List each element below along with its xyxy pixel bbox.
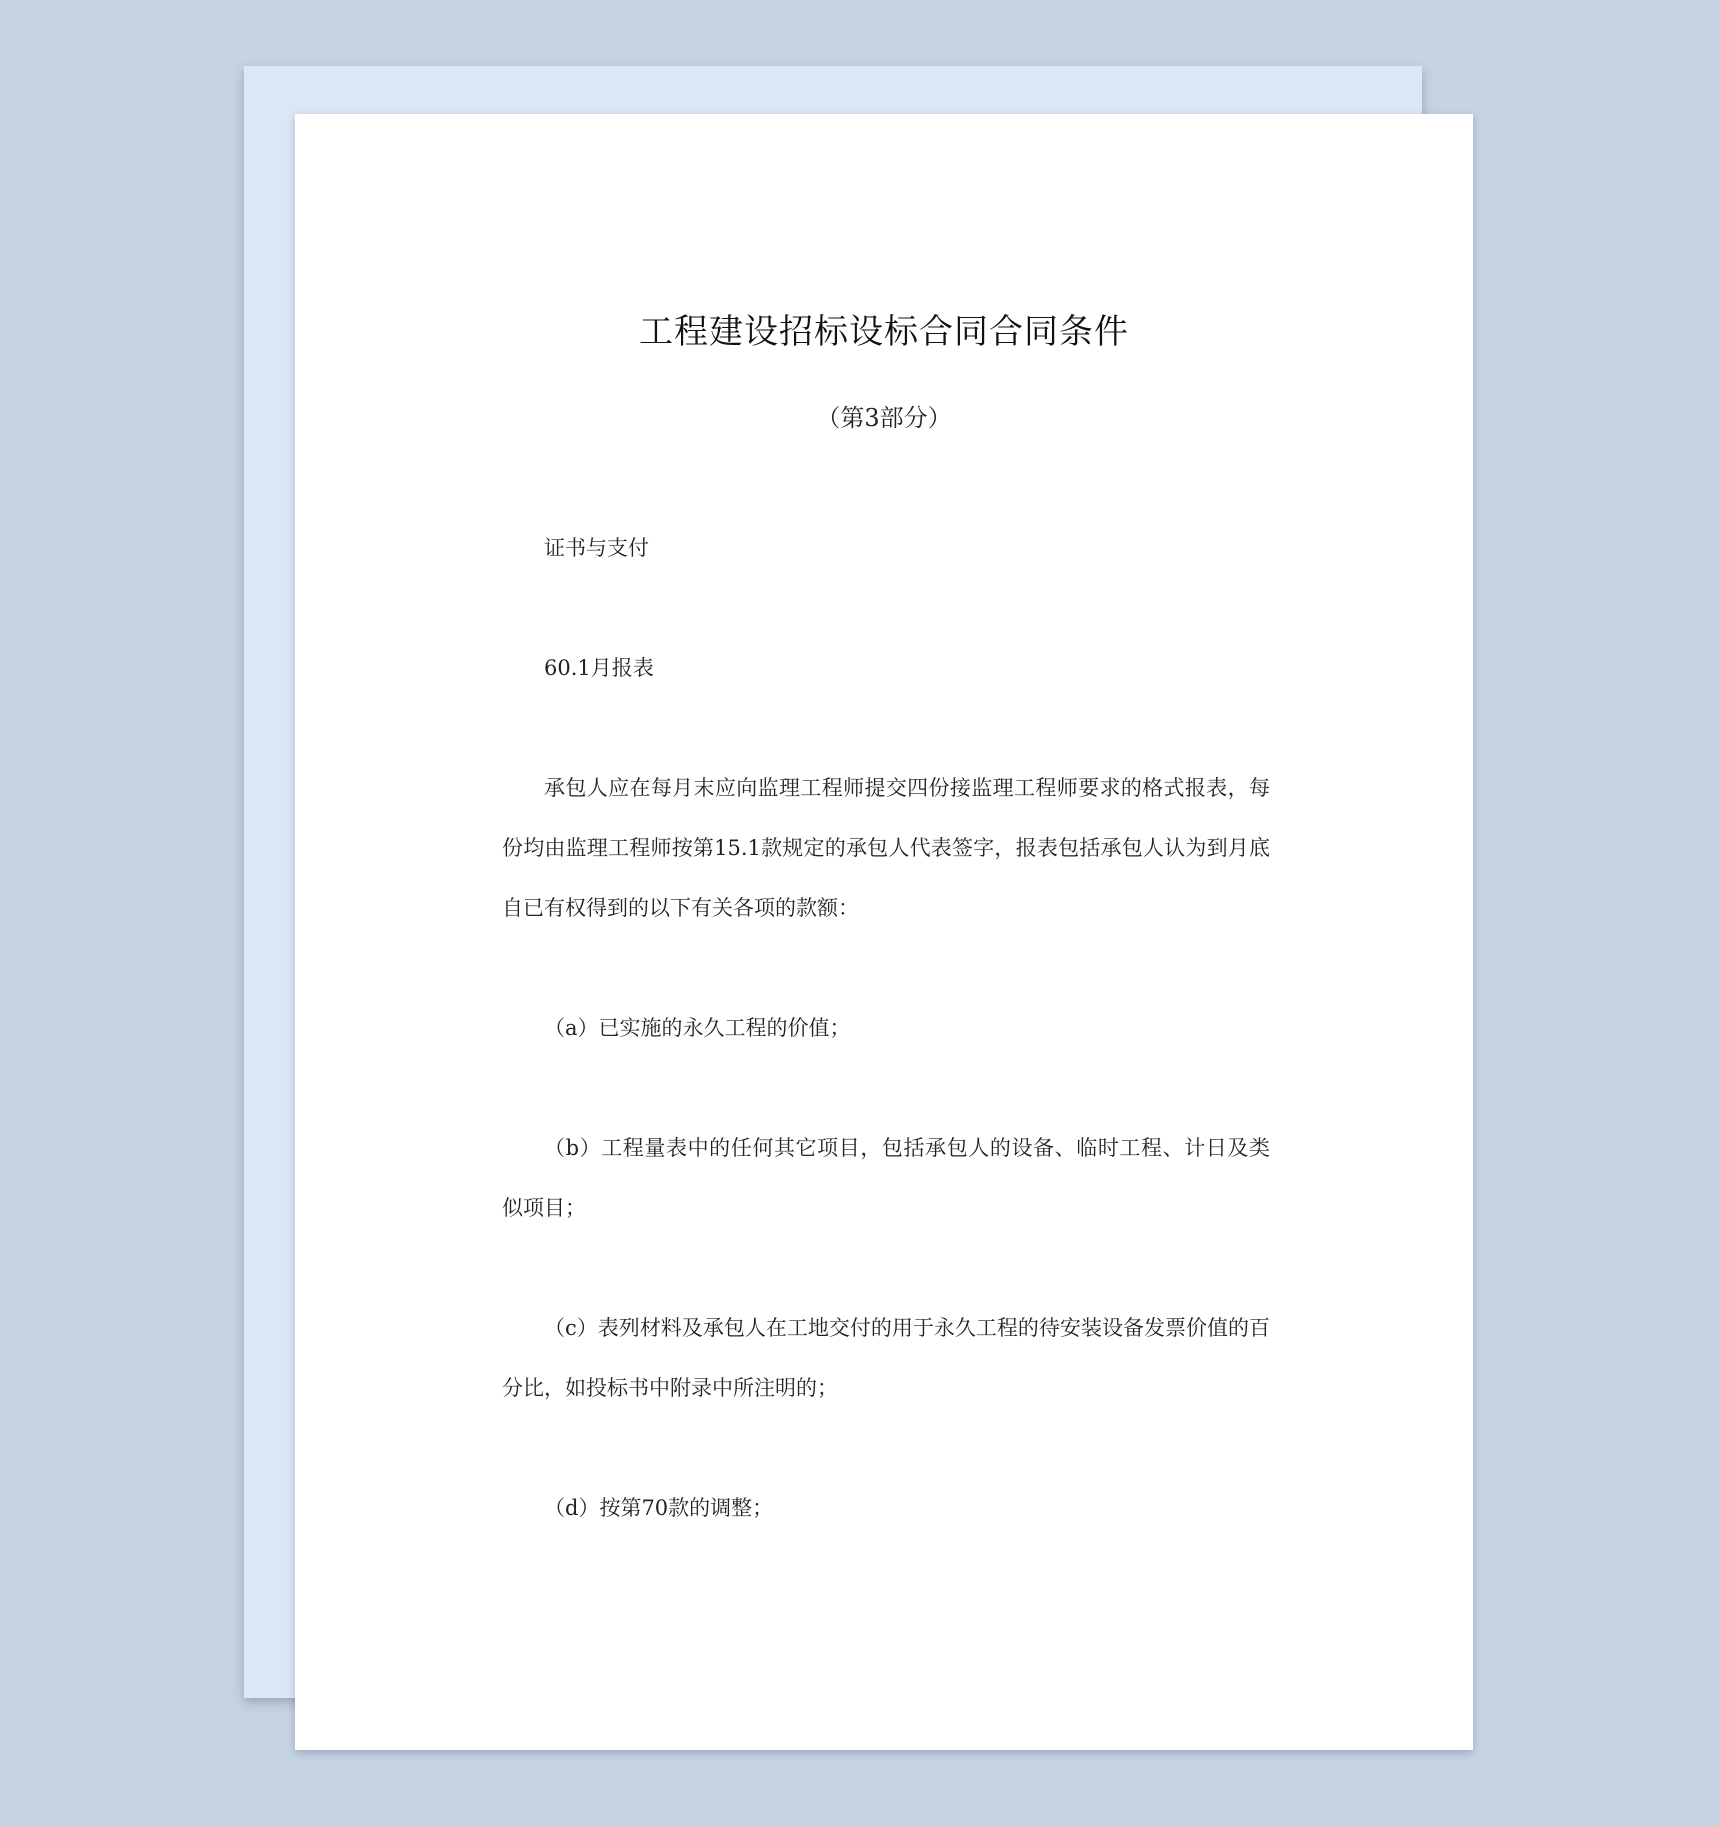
document-subtitle: （第3部分） xyxy=(816,404,952,432)
list-item-c: （c）表列材料及承包人在工地交付的用于永久工程的待安装设备发票价值的百分比，如投标书中附录中所注明的； xyxy=(502,1316,1270,1400)
document-page xyxy=(295,114,1473,1750)
list-item-a: （a）已实施的永久工程的价值； xyxy=(544,1016,851,1040)
list-item-b: （b）工程量表中的任何其它项目，包括承包人的设备、临时工程、计日及类似项目； xyxy=(502,1136,1270,1220)
body-paragraph: 承包人应在每月末应向监理工程师提交四份接监理工程师要求的格式报表，每份均由监理工程师按第15.1款规定的承包人代表签字，报表包括承包人认为到月底自已有权得到的以下有关各项的款额： xyxy=(502,776,1270,920)
clause-heading: 60.1月报表 xyxy=(544,656,654,680)
list-item-d: （d）按第70款的调整； xyxy=(544,1496,774,1520)
document-title: 工程建设招标设标合同合同条件 xyxy=(639,312,1129,352)
section-heading: 证书与支付 xyxy=(544,536,649,560)
